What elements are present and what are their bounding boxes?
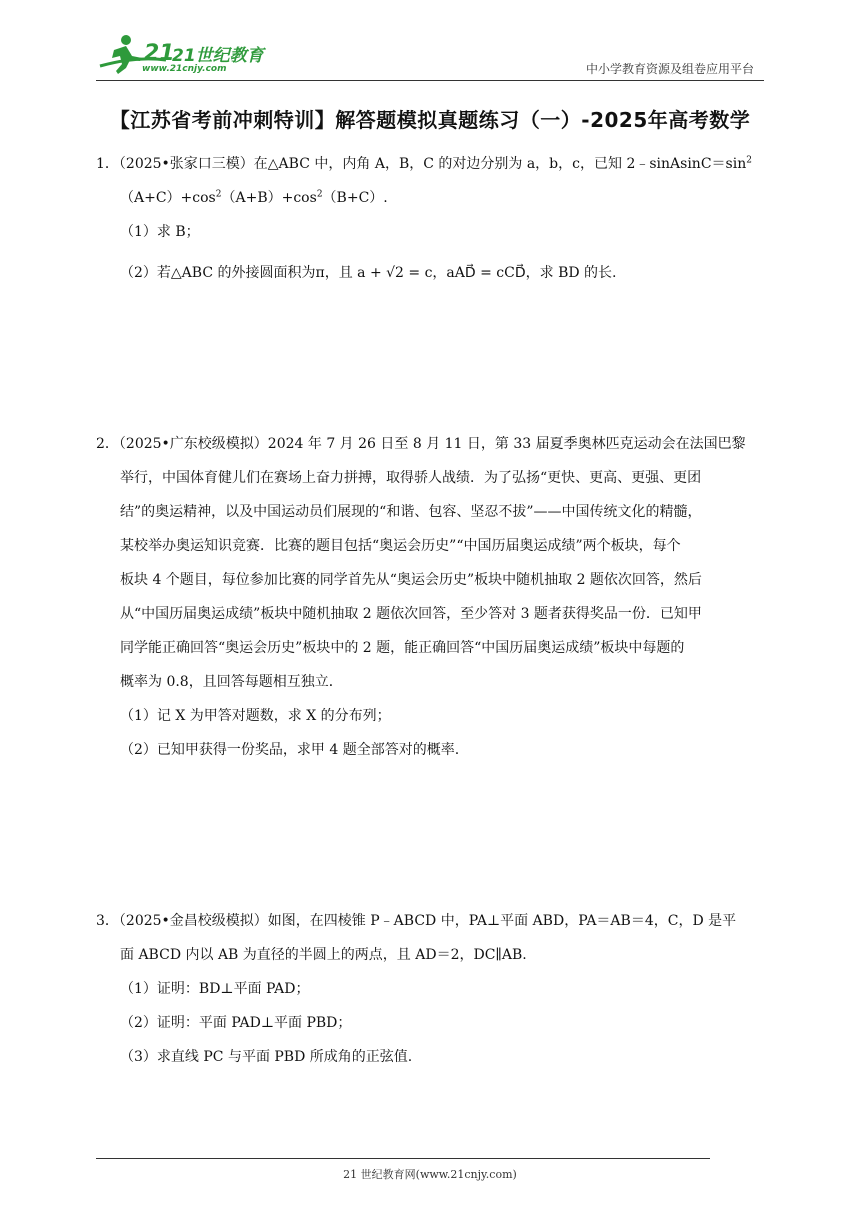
q1-part-1: （1）求 B； <box>120 224 200 240</box>
footer-text[interactable]: 21 世纪教育网(www.21cnjy.com) <box>343 1168 517 1181</box>
logo-text: 21世纪教育 <box>172 46 264 66</box>
q2-line-6: 从“中国历届奥运成绩”板块中随机抽取 2 题依次回答，至少答对 3 题者获得奖品一份．已知甲 <box>120 606 702 622</box>
q1-line-2 <box>120 187 388 207</box>
q2-line-7: 同学能正确回答“奥运会历史”板块中的 2 题，能正确回答“中国历届奥运成绩”板块中每题的 <box>120 640 685 656</box>
q2-line-4: 某校举办奥运知识竞赛．比赛的题目包括“奥运会历史”“中国历届奥运成绩”两个板块，每个 <box>120 538 681 554</box>
header-platform-text: 中小学教育资源及组卷应用平台 <box>585 62 754 76</box>
q3-part-3: （3）求直线 PC 与平面 PBD 所成角的正弦值. <box>120 1049 413 1065</box>
q1-part-2: （2）若△ABC 的外接圆面积为π，且 a + √2 = c，aAD⃗ = cCD⃗，求 BD 的长. <box>120 265 617 281</box>
q2-part-2: （2）已知甲获得一份奖品，求甲 4 题全部答对的概率. <box>120 742 460 758</box>
q3-part-1: （1）证明：BD⊥平面 PAD； <box>120 981 310 997</box>
q1-line-1 <box>96 153 752 173</box>
q1-exponent-3: 2 <box>316 189 323 200</box>
q1-stem-text-2c: （B+C）. <box>322 190 388 206</box>
logo-url: www.21cnjy.com <box>142 64 227 74</box>
q2-line-8: 概率为 0.8，且回答每题相互独立． <box>120 674 343 690</box>
q2-line-5: 板块 4 个题目，每位参加比赛的同学首先从“奥运会历史”板块中随机抽取 2 题依次回答，然后 <box>120 572 702 588</box>
header-divider <box>96 80 764 81</box>
q2-part-1: （1）记 X 为甲答对题数，求 X 的分布列； <box>120 708 391 724</box>
footer-divider <box>96 1158 710 1159</box>
q1-stem-text-2a: （A+C）+cos <box>120 190 216 206</box>
q1-stem-text: 1．（2025•张家口三模）在△ABC 中，内角 A，B，C 的对边分别为 a，b，c，已知 2﹣sinAsinC＝sin <box>96 156 747 172</box>
q3-line-2: 面 ABCD 内以 AB 为直径的半圆上的两点，且 AD＝2，DC∥AB. <box>120 947 527 963</box>
q1-stem-text-2b: （A+B）+cos <box>221 190 317 206</box>
q1-exponent-2: 2 <box>215 189 222 200</box>
site-logo[interactable] <box>96 30 266 80</box>
q1-exponent: 2 <box>746 155 752 166</box>
q3-line-1: 3．（2025•金昌校级模拟）如图，在四棱锥 P﹣ABCD 中，PA⊥平面 ABD，PA＝AB＝4，C，D 是平 <box>96 913 737 929</box>
q3-part-2: （2）证明：平面 PAD⊥平面 PBD； <box>120 1015 352 1031</box>
svg-text:21: 21 <box>144 41 175 66</box>
page-title: 【江苏省考前冲刺特训】解答题模拟真题练习（一）-2025年高考数学 <box>109 108 751 132</box>
q2-line-1: 2．（2025•广东校级模拟）2024 年 7 月 26 日至 8 月 11 日，第 33 届夏季奥林匹克运动会在法国巴黎 <box>96 436 746 452</box>
q2-line-3: 结”的奥运精神，以及中国运动员们展现的“和谐、包容、坚忍不拔”——中国传统文化的精髓， <box>120 504 702 520</box>
q2-line-2: 举行，中国体育健儿们在赛场上奋力拼搏，取得骄人战绩．为了弘扬“更快、更高、更强、更团 <box>120 470 702 486</box>
